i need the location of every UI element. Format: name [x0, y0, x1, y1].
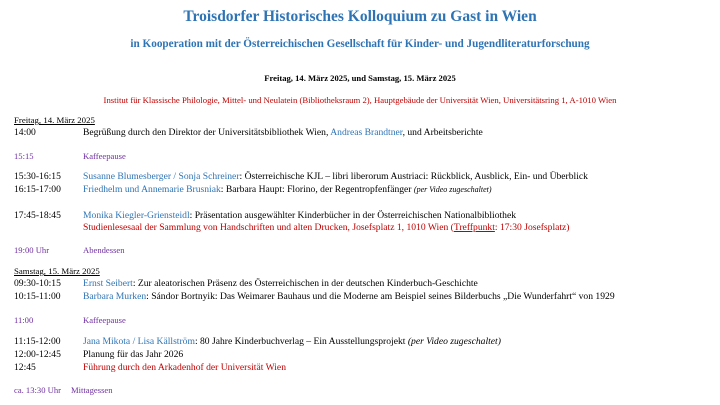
row-time: 16:15-17:00: [14, 184, 61, 195]
row-time: 09:30-10:15: [14, 278, 61, 289]
program-row: [14, 349, 183, 360]
program-row: [83, 222, 570, 233]
speaker-name[interactable]: Friedhelm und Annemarie Brusniak: [83, 184, 221, 195]
row-time: 15:30-16:15: [14, 171, 61, 182]
row-time: 17:45-18:45: [14, 210, 61, 221]
day1-heading: Freitag, 14. März 2025: [14, 115, 95, 125]
program-row: [14, 171, 588, 182]
row-text: : Zur aleatorischen Präsenz des Österreichischen in der deutschen Kinderbuch-Geschichte: [132, 278, 478, 289]
speaker-name[interactable]: Lisa Källström: [137, 336, 195, 347]
meeting-point-link[interactable]: Treffpunkt: [453, 222, 495, 233]
program-row: [14, 184, 492, 195]
speaker-name[interactable]: Monika Kiegler-Griensteidl: [83, 210, 190, 221]
row-text: : 80 Jahre Kinderbuchverlag – Ein Ausstellungsprojekt: [194, 336, 408, 347]
row-text: Begrüßung durch den Direktor der Universitätsbibliothek Wien,: [83, 127, 331, 138]
program-row: [14, 278, 478, 289]
row-time: 12:45: [14, 362, 36, 373]
name-separator: /: [130, 336, 138, 347]
row-time: 10:15-11:00: [14, 291, 61, 302]
program-row: [14, 151, 126, 161]
row-time: 14:00: [14, 127, 36, 138]
program-row: [14, 291, 615, 302]
row-text: : Präsentation ausgewählter Kinderbücher in der Österreichischen Nationalbibliothek: [189, 210, 517, 221]
speaker-name[interactable]: Sonja Schreiner: [178, 171, 240, 182]
row-text: : Sándor Bortnyik: Das Weimarer Bauhaus und die Moderne am Beispiel seines Bilderbuchs „Die Wunderfahrt“ von 1929: [146, 291, 615, 302]
row-time: 12:00-12:45: [14, 349, 61, 360]
row-text: Führung durch den Arkadenhof der Universität Wien: [83, 362, 286, 373]
event-dates: Freitag, 14. März 2025, und Samstag, 15. März 2025: [264, 73, 456, 83]
row-text: Planung für das Jahr 2026: [83, 349, 184, 360]
program-row: [14, 127, 483, 138]
name-separator: /: [171, 171, 179, 182]
row-time: 19:00 Uhr: [14, 245, 50, 255]
program-row: [14, 336, 501, 347]
program-row: [14, 210, 516, 221]
page-subtitle: in Kooperation mit der Österreichischen Gesellschaft für Kinder- und Jugendliteraturforschung: [130, 38, 590, 50]
row-text: : Barbara Haupt: Florino, der Regentropfenfänger: [220, 184, 414, 195]
program-row: [14, 385, 113, 395]
program-row: [14, 362, 286, 373]
row-text: Kaffeepause: [83, 151, 126, 161]
video-note: (per Video zugeschaltet): [407, 336, 501, 347]
row-text: : 17:30 Josefsplatz): [494, 222, 570, 233]
row-text: Abendessen: [83, 245, 125, 255]
speaker-name[interactable]: Ernst Seibert: [83, 278, 133, 289]
row-text: Studienlesesaal der Sammlung von Handschriften und alten Drucken, Josefsplatz 1, 1010 Wien (: [83, 222, 454, 233]
speaker-name[interactable]: Barbara Murken: [83, 291, 147, 302]
speaker-name[interactable]: Susanne Blumesberger: [83, 171, 172, 182]
row-time: 11:00: [14, 315, 34, 325]
page-title: Troisdorfer Historisches Kolloquium zu Gast in Wien: [183, 8, 537, 25]
row-time: 11:15-12:00: [14, 336, 61, 347]
event-venue: Institut für Klassische Philologie, Mittel- und Neulatein (Bibliotheksraum 2), Hauptgebäude der Universität Wien, Universitätsring 1, A-1010 Wien: [103, 95, 617, 105]
speaker-name[interactable]: Jana Mikota: [83, 336, 131, 347]
row-time: 15:15: [14, 151, 34, 161]
row-text: Mittagessen: [71, 385, 113, 395]
speaker-name[interactable]: Andreas Brandtner: [330, 127, 403, 138]
row-time: ca. 13:30 Uhr: [14, 385, 62, 395]
video-note: (per Video zugeschaltet): [413, 185, 492, 194]
row-text: Kaffeepause: [83, 315, 126, 325]
day2-heading: Samstag, 15. März 2025: [14, 266, 100, 276]
program-row: [14, 315, 126, 325]
program-row: [14, 245, 125, 255]
row-text: , und Arbeitsberichte: [402, 127, 483, 138]
row-text: : Österreichische KJL – libri liberorum Austriaci: Rückblick, Ausblick, Ein- und Überblick: [239, 171, 588, 182]
